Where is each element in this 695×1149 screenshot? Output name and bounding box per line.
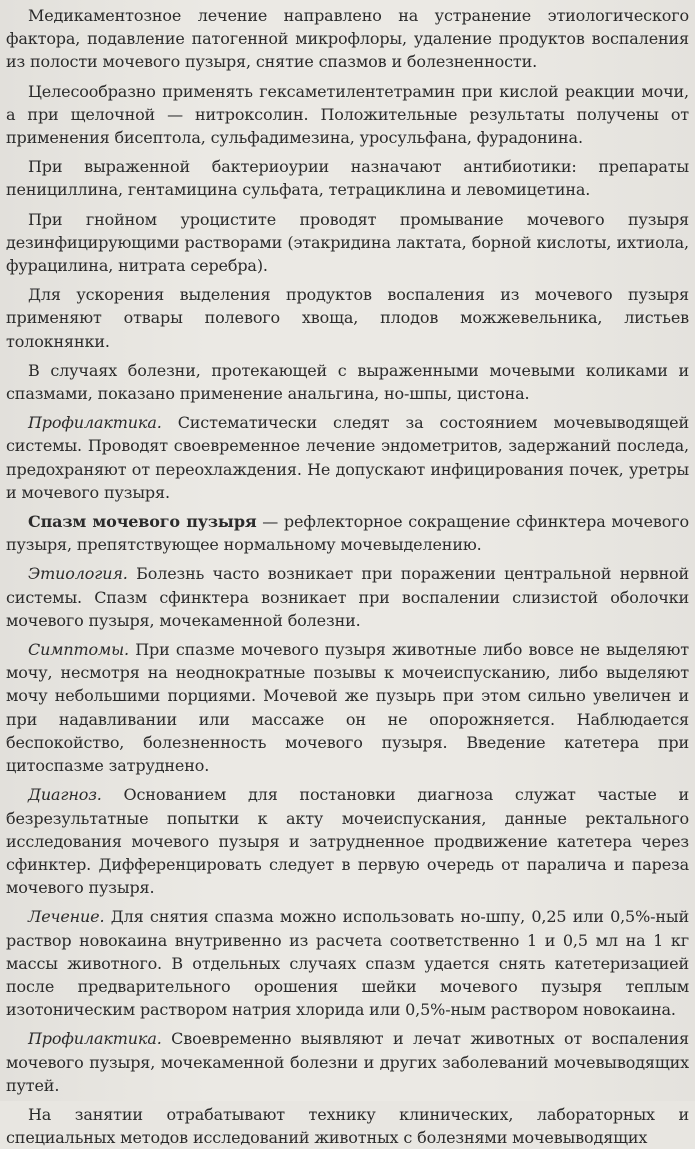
section-heading-prophylaxis: Профилактика. <box>28 1029 162 1049</box>
section-heading-prophylaxis: Профилактика. <box>28 413 162 433</box>
paragraph-treatment <box>6 905 689 1021</box>
paragraph-text: При гнойном уроцистите проводят промывание мочевого пузыря дезинфицирующими растворами (этакридина лактата, борной кислоты, ихтиола, фурацилина, нитрата серебра). <box>6 209 689 276</box>
paragraph-antibiotics <box>6 155 689 201</box>
section-heading-treatment: Лечение. <box>28 907 105 927</box>
paragraph-text: При спазме мочевого пузыря животные либо вовсе не выделяют мочу, несмотря на неоднократные позывы к мочеиспусканию, либо выделяют мочу небольшими порциями. Мочевой же пузырь при этом сильно увеличен и при надавливании или массаже он не опорожняется. Наблюдается беспокойство, болезненность мочевого пузыря. Введение катетера при цитоспазме затруднено. <box>6 640 689 776</box>
paragraph-diagnosis <box>6 783 689 899</box>
paragraph-treatment-intro <box>6 4 689 74</box>
paragraph-text: В случаях болезни, протекающей с выраженными мочевыми коликами и спазмами, показано применение анальгина, но-шпы, цистона. <box>6 360 689 404</box>
section-heading-symptoms: Симптомы. <box>28 640 129 660</box>
paragraph-text: Систематически следят за состоянием мочевыводящей системы. Проводят своевременное лечение эндометритов, задержаний последа, предохраняют от переохлаждения. Не допускают инфицирования почек, уретры и мочевого пузыря. <box>6 413 689 502</box>
paragraph-bladder-spasm-definition <box>6 510 689 556</box>
paragraph-prophylaxis-1 <box>6 411 689 504</box>
term-bladder-spasm: Спазм мочевого пузыря <box>28 512 257 532</box>
paragraph-text: Для ускорения выделения продуктов воспаления из мочевого пузыря применяют отвары полевого хвоща, плодов можжевельника, листьев толокнянки. <box>6 285 689 351</box>
paragraph-colics <box>6 359 689 405</box>
paragraph-text: При выраженной бактериоурии назначают антибиотики: препараты пенициллина, гентамицина сульфата, тетрациклина и левомицетина. <box>6 157 689 200</box>
paragraph-decoctions <box>6 283 689 353</box>
paragraph-symptoms <box>6 638 689 777</box>
paragraph-purulent-urocystitis <box>6 208 689 278</box>
paragraph-text: Для снятия спазма можно использовать но-шпу, 0,25 или 0,5%-ный раствор новокаина внутривенно из расчета соответственно 1 и 0,5 мл на 1 кг массы животного. В отдельных случаях спазм удается снять катетеризацией после предварительного орошения шейки мочевого пузыря теплым изотоническим раствором натрия хлорида или 0,5%-ным раствором новокаина. <box>6 907 689 1020</box>
section-heading-diagnosis: Диагноз. <box>28 785 102 805</box>
paragraph-lesson <box>6 1103 689 1149</box>
paragraph-hexamethylenetetramine <box>6 80 689 150</box>
section-heading-etiology: Этиология. <box>28 564 128 584</box>
paragraph-text: Медикаментозное лечение направлено на устранение этиологического фактора, подавление патогенной микрофлоры, удаление продуктов воспаления из полости мочевого пузыря, снятие спазмов и болезненности. <box>6 6 689 72</box>
paragraph-prophylaxis-2 <box>6 1027 689 1097</box>
paragraph-text: Своевременно выявляют и лечат животных от воспаления мочевого пузыря, мочекаменной болезни и других заболеваний мочевыводящих путей. <box>6 1029 689 1095</box>
paragraph-text: Целесообразно применять гексаметилентетрамин при кислой реакции мочи, а при щелочной — нитроксолин. Положительные результаты получены от применения бисептола, сульфадимезина, уросульфана, фурадонина. <box>6 81 689 148</box>
paragraph-text: На занятии отрабатывают технику клинических, лабораторных и специальных методов исследований животных с болезнями мочевыводящих <box>6 1104 689 1148</box>
paragraph-text: Болезнь часто возникает при поражении центральной нервной системы. Спазм сфинктера возникает при воспалении слизистой оболочки мочевого пузыря, мочекаменной болезни. <box>6 564 689 630</box>
paragraph-etiology <box>6 562 689 632</box>
paragraph-text: Основанием для постановки диагноза служат частые и безрезультатные попытки к акту мочеиспускания, данные ректального исследования мочевого пузыря и затрудненное продвижение катетера через сфинктер. Дифференцировать следует в первую очередь от паралича и пареза мочевого пузыря. <box>6 785 689 898</box>
paragraph-text: — рефлекторное сокращение сфинктера мочевого пузыря, препятствующее нормальному мочевыделению. <box>6 512 689 555</box>
